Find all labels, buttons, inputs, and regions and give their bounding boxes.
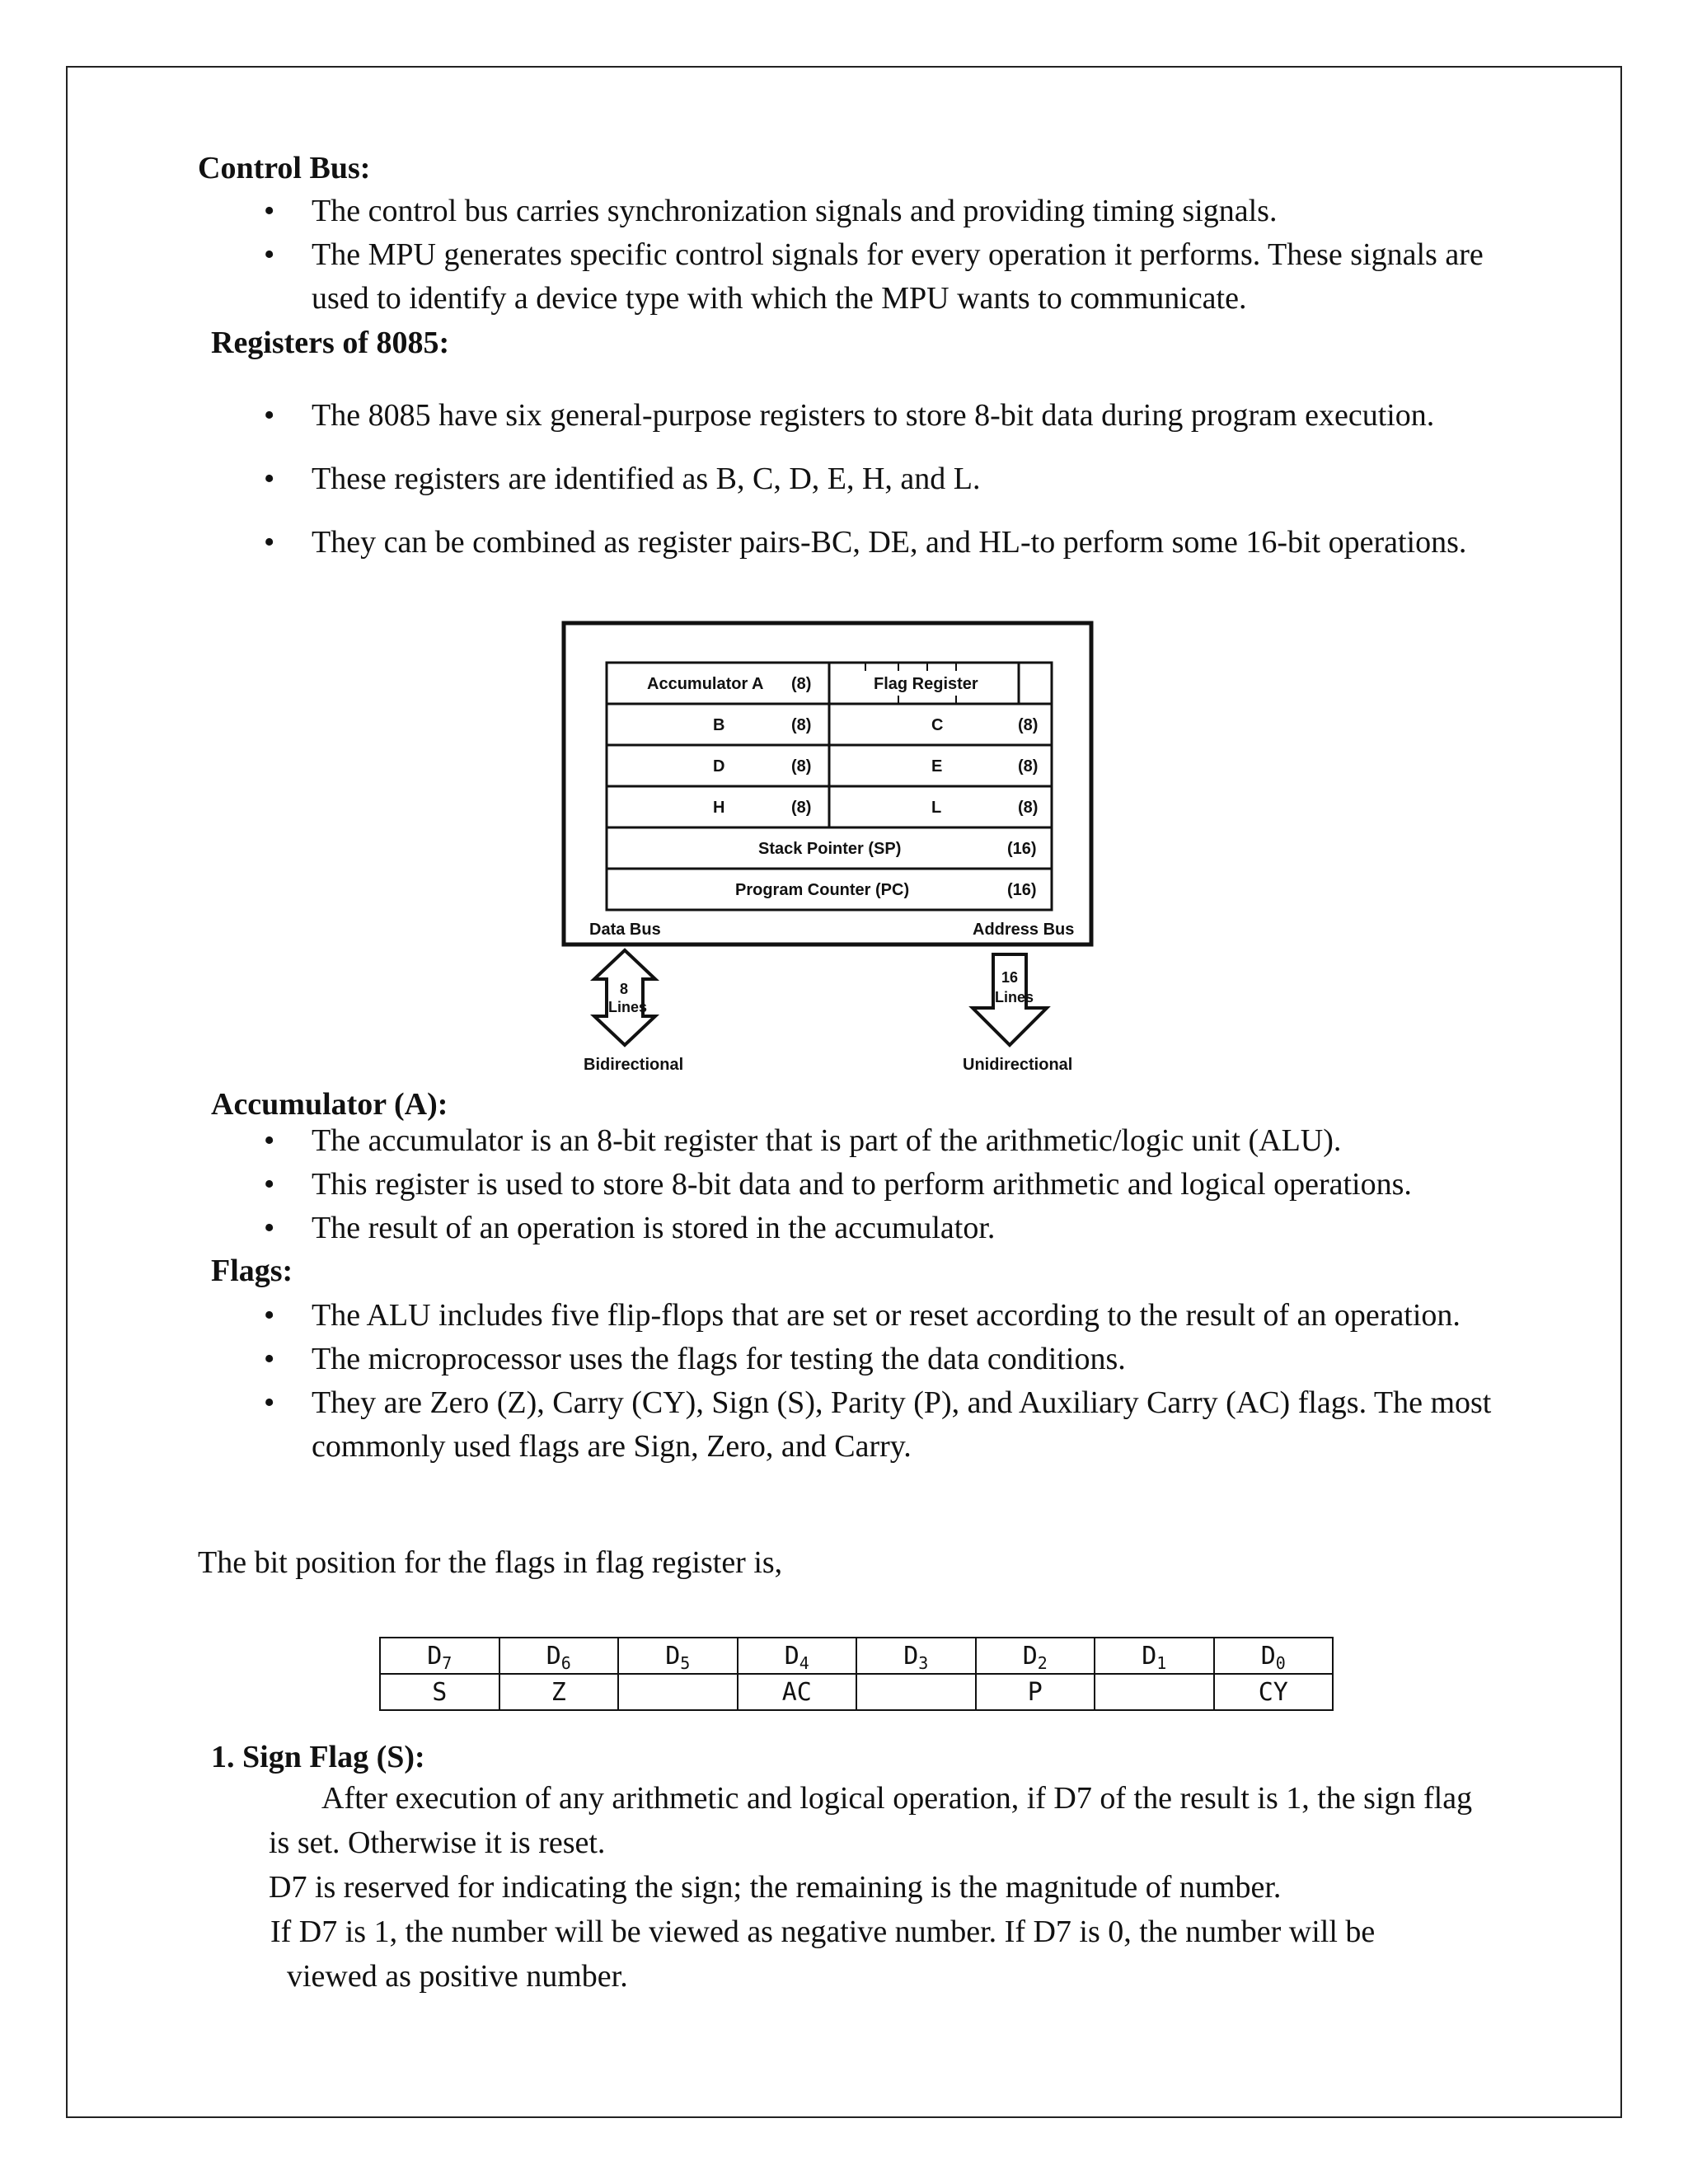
table-cell: $D_2$ — [976, 1638, 1095, 1674]
svg-text:H: H — [713, 799, 725, 817]
bullet-icon: • — [264, 1211, 275, 1245]
table-cell — [1095, 1674, 1214, 1710]
table-cell: $D_3$ — [856, 1638, 976, 1674]
bullet-icon: • — [264, 1385, 275, 1420]
bullet-icon: • — [264, 1123, 275, 1158]
bidirectional-label: Bidirectional — [584, 1056, 684, 1074]
table-cell: $D_0$ — [1214, 1638, 1334, 1674]
table-cell: P — [976, 1674, 1095, 1710]
registers-heading: Registers of 8085: — [211, 326, 450, 360]
table-cell: S — [380, 1674, 499, 1710]
data-lines-word: Lines — [608, 999, 648, 1015]
accumulator-list — [198, 1119, 1500, 1250]
sign-flag-line-4: If D7 is 1, the number will be viewed as negative number. If D7 is 0, the number will be — [270, 1915, 1376, 1949]
control-bus-list — [198, 190, 1500, 321]
bullet-icon: • — [264, 1342, 275, 1376]
svg-text:(8): (8) — [1018, 716, 1039, 734]
bidirectional-arrow-icon — [594, 950, 655, 1045]
list-item: • The accumulator is an 8-bit register that is part of the arithmetic/logic unit (ALU). — [198, 1119, 1500, 1163]
register-row-hl — [713, 799, 1038, 817]
bit-position-text: The bit position for the flags in flag register is, — [198, 1545, 783, 1580]
address-bus-label: Address Bus — [973, 921, 1075, 939]
svg-text:(8): (8) — [1018, 757, 1039, 776]
table-cell: CY — [1214, 1674, 1334, 1710]
table-row — [380, 1674, 1333, 1710]
list-item: • The MPU generates specific control signals for every operation it performs. These signals are used to identify a device type with which the MPU wants to communicate. — [198, 233, 1500, 321]
flags-list — [198, 1294, 1500, 1469]
flag-register-label: Flag Register — [874, 675, 978, 693]
sign-flag-line-1: After execution of any arithmetic and logical operation, if D7 of the result is 1, the sign flag — [321, 1781, 1473, 1816]
register-diagram — [552, 616, 1104, 1086]
data-lines-count: 8 — [620, 981, 629, 997]
list-item: • The ALU includes five flip-flops that are set or reset according to the result of an operation. — [198, 1294, 1500, 1338]
table-row — [380, 1638, 1333, 1674]
list-item: • These registers are identified as B, C, D, E, H, and L. — [198, 457, 1500, 501]
sign-flag-line-2: is set. Otherwise it is reset. — [269, 1825, 606, 1860]
list-item: • The 8085 have six general-purpose registers to store 8-bit data during program execution. — [198, 394, 1500, 438]
table-cell: AC — [738, 1674, 857, 1710]
bullet-icon: • — [264, 525, 275, 560]
unidirectional-label: Unidirectional — [963, 1056, 1073, 1074]
table-cell: Z — [499, 1674, 619, 1710]
flags-heading: Flags: — [211, 1254, 293, 1288]
list-item: • The result of an operation is stored in the accumulator. — [198, 1207, 1500, 1250]
svg-text:(8): (8) — [791, 716, 812, 734]
bullet-icon: • — [264, 1298, 275, 1333]
table-cell: $D_1$ — [1095, 1638, 1214, 1674]
bullet-icon: • — [264, 462, 275, 496]
table-cell: $D_6$ — [499, 1638, 619, 1674]
bullet-icon: • — [264, 398, 275, 433]
bullet-icon: • — [264, 1167, 275, 1202]
list-item: • They can be combined as register pairs-BC, DE, and HL-to perform some 16-bit operations. — [198, 521, 1500, 565]
svg-text:(8): (8) — [1018, 799, 1039, 817]
svg-text:(8): (8) — [791, 757, 812, 776]
bullet-icon: • — [264, 237, 275, 272]
list-item: • This register is used to store 8-bit data and to perform arithmetic and logical operations. — [198, 1163, 1500, 1207]
svg-text:E: E — [931, 757, 943, 776]
accumulator-label: Accumulator A — [647, 675, 764, 693]
table-cell — [618, 1674, 738, 1710]
flag-bit-table — [379, 1637, 1334, 1711]
address-lines-count: 16 — [1001, 969, 1019, 986]
bullet-icon: • — [264, 194, 275, 228]
list-item: • The control bus carries synchronization signals and providing timing signals. — [198, 190, 1500, 233]
table-cell: $D_7$ — [380, 1638, 499, 1674]
svg-text:B: B — [713, 716, 725, 734]
address-lines-word: Lines — [995, 989, 1034, 1005]
sign-flag-line-5: viewed as positive number. — [287, 1959, 628, 1994]
stack-pointer-label: Stack Pointer (SP) — [758, 840, 902, 858]
registers-list — [198, 394, 1500, 565]
sign-flag-heading: 1. Sign Flag (S): — [211, 1740, 425, 1774]
control-bus-heading: Control Bus: — [198, 151, 371, 185]
list-item: • The microprocessor uses the flags for testing the data conditions. — [198, 1338, 1500, 1381]
data-bus-label: Data Bus — [589, 921, 661, 939]
svg-text:C: C — [931, 716, 944, 734]
program-counter-size: (16) — [1007, 881, 1037, 899]
svg-text:L: L — [931, 799, 942, 817]
table-cell: $D_5$ — [618, 1638, 738, 1674]
svg-text:D: D — [713, 757, 725, 776]
sign-flag-line-3: D7 is reserved for indicating the sign; the remaining is the magnitude of number. — [269, 1870, 1282, 1905]
program-counter-label: Program Counter (PC) — [735, 881, 910, 899]
svg-text:(8): (8) — [791, 799, 812, 817]
stack-pointer-size: (16) — [1007, 840, 1037, 858]
register-row-bc — [713, 716, 1038, 734]
accumulator-size: (8) — [791, 675, 812, 693]
list-item: • They are Zero (Z), Carry (CY), Sign (S), Parity (P), and Auxiliary Carry (AC) flags. The most commonly used flags are Sign, Zero, and Carry. — [198, 1381, 1500, 1469]
accumulator-heading: Accumulator (A): — [211, 1087, 448, 1122]
register-row-de — [713, 757, 1038, 776]
table-cell — [856, 1674, 976, 1710]
table-cell: $D_4$ — [738, 1638, 857, 1674]
